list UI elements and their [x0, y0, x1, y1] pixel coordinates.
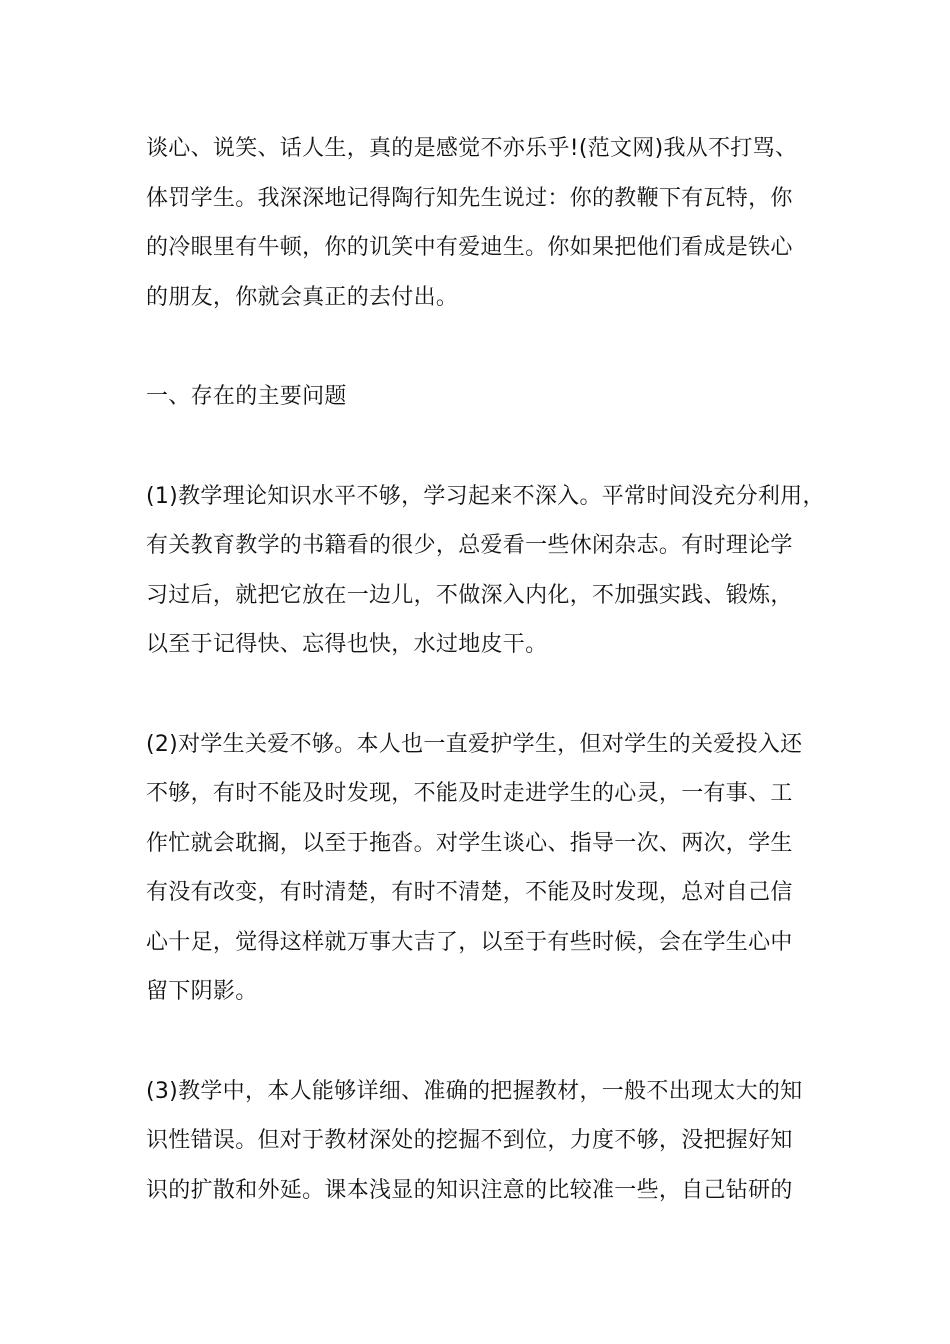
text-line: 识的扩散和外延。课本浅显的知识注意的比较准一些，自己钻研的	[146, 1177, 793, 1203]
text-line: 以至于记得快、忘得也快，水过地皮干。	[146, 632, 548, 657]
paragraph-item-3	[146, 1067, 836, 1216]
heading-line: 一、存在的主要问题	[146, 384, 347, 409]
paragraph-intro	[146, 124, 836, 322]
text-line: 体罚学生。我深深地记得陶行知先生说过：你的教鞭下有瓦特，你	[146, 185, 793, 211]
text-line: 有没有改变，有时清楚，有时不清楚，不能及时发现，总对自己信	[146, 880, 793, 905]
paragraph-spacer	[146, 670, 836, 720]
paragraph-spacer	[146, 1017, 836, 1067]
paragraph-item-2	[146, 720, 836, 1017]
text-line: (1)教学理论知识水平不够，学习起来不深入。平常时间没充分利用，	[146, 483, 825, 509]
text-line: 识性错误。但对于教材深处的挖掘不到位，力度不够，没把握好知	[146, 1128, 793, 1153]
paragraph-item-1	[146, 472, 836, 670]
text-line: 习过后，就把它放在一边儿，不做深入内化，不加强实践、锻炼，	[146, 582, 793, 608]
paragraph-spacer	[146, 322, 836, 372]
text-line: 不够，有时不能及时发现，不能及时走进学生的心灵，一有事、工	[146, 781, 793, 806]
text-line: 作忙就会耽搁，以至于拖沓。对学生谈心、指导一次、两次，学生	[146, 830, 793, 856]
section-heading	[146, 372, 836, 422]
text-line: 心十足，觉得这样就万事大吉了，以至于有些时候，会在学生心中	[146, 929, 793, 955]
paragraph-spacer	[146, 422, 836, 472]
document-body	[146, 124, 836, 1215]
text-line: 的冷眼里有牛顿，你的讥笑中有爱迪生。你如果把他们看成是铁心	[146, 235, 793, 260]
text-line: 有关教育教学的书籍看的很少，总爱看一些休闲杂志。有时理论学	[146, 533, 793, 558]
text-line: (3)教学中，本人能够详细、准确的把握教材，一般不出现太大的知	[146, 1078, 803, 1104]
text-line: 的朋友，你就会真正的去付出。	[146, 284, 459, 310]
text-line: (2)对学生关爱不够。本人也一直爱护学生，但对学生的关爱投入还	[146, 731, 803, 757]
text-line: 谈心、说笑、话人生，真的是感觉不亦乐乎!(范文网)我从不打骂、	[146, 136, 798, 161]
text-line: 留下阴影。	[146, 979, 258, 1004]
